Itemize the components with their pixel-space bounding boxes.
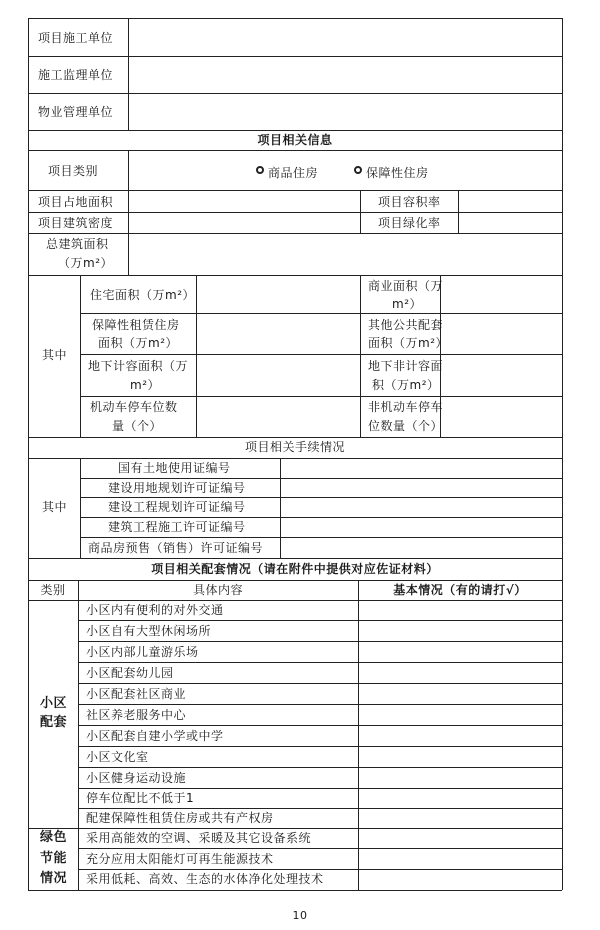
underground-nfa-field[interactable] xyxy=(441,355,561,395)
community-category-line2: 配套 xyxy=(40,715,68,730)
green-item: 充分应用太阳能灯可再生能源技术 xyxy=(86,852,274,866)
procedures-qizhong-label: 其中 xyxy=(42,500,68,514)
motor-parking-field[interactable] xyxy=(197,397,359,436)
presale-permit-field[interactable] xyxy=(281,538,561,557)
procedure-engineering-planning-permit: 建设工程规划许可证编号 xyxy=(108,500,246,514)
community-status-field[interactable] xyxy=(359,768,561,787)
areas-qizhong-label: 其中 xyxy=(42,348,68,362)
public-area-field[interactable] xyxy=(441,314,561,353)
community-status-field[interactable] xyxy=(359,789,561,807)
procedure-land-use-cert: 国有土地使用证编号 xyxy=(118,461,231,475)
construction-permit-field[interactable] xyxy=(281,518,561,536)
green-status-field[interactable] xyxy=(359,849,561,868)
rental-area-field[interactable] xyxy=(197,314,359,353)
public-area-label-line2: 面积（万m²） xyxy=(368,336,449,350)
community-status-field[interactable] xyxy=(359,684,561,703)
radio-commercial-icon[interactable] xyxy=(256,166,264,174)
community-item: 小区配套社区商业 xyxy=(86,687,187,701)
community-item: 小区配套自建小学或中学 xyxy=(86,729,224,743)
community-item: 小区内有便利的对外交通 xyxy=(86,603,224,617)
underground-fa-label-line2: m²） xyxy=(130,378,161,392)
community-status-field[interactable] xyxy=(359,726,561,745)
residential-area-label: 住宅面积（万m²） xyxy=(90,288,196,302)
supervision-unit-label: 施工监理单位 xyxy=(38,68,114,82)
community-item: 社区养老服务中心 xyxy=(86,708,187,722)
rental-area-label-line1: 保障性租赁住房 xyxy=(92,318,180,332)
motor-parking-label-line2: 量（个） xyxy=(112,419,163,433)
supervision-unit-field[interactable] xyxy=(129,57,561,92)
community-status-field[interactable] xyxy=(359,809,561,827)
community-item: 小区内部儿童游乐场 xyxy=(86,645,199,659)
green-category-line1: 绿色 xyxy=(40,830,68,845)
total-area-label-line2: （万m²） xyxy=(58,256,114,270)
nonmotor-parking-field[interactable] xyxy=(441,397,561,436)
green-category-line2: 节能 xyxy=(40,851,68,866)
facilities-content-header: 具体内容 xyxy=(192,583,243,597)
section-facilities: 项目相关配套情况（请在附件中提供对应佐证材料） xyxy=(151,562,439,576)
greening-rate-label: 项目绿化率 xyxy=(378,216,441,230)
nonmotor-parking-label-line2: 位数量（个） xyxy=(368,419,444,433)
construction-unit-label: 项目施工单位 xyxy=(38,31,114,45)
radio-affordable-icon[interactable] xyxy=(354,166,362,174)
rental-area-label-line2: 面积（万m²） xyxy=(98,336,179,350)
total-area-label-line1: 总建筑面积 xyxy=(46,237,109,251)
facilities-category-header: 类别 xyxy=(40,583,66,597)
green-item: 采用低耗、高效、生态的水体净化处理技术 xyxy=(86,872,324,886)
procedure-land-planning-permit: 建设用地规划许可证编号 xyxy=(108,481,246,495)
building-density-field[interactable] xyxy=(129,213,359,232)
facilities-status-header: 基本情况（有的请打√） xyxy=(393,583,527,597)
construction-unit-field[interactable] xyxy=(129,19,561,55)
engineering-planning-permit-field[interactable] xyxy=(281,498,561,516)
underground-fa-label-line1: 地下计容面积（万 xyxy=(88,359,189,373)
commercial-area-field[interactable] xyxy=(441,276,561,312)
community-status-field[interactable] xyxy=(359,747,561,766)
community-item: 小区健身运动设施 xyxy=(86,771,187,785)
procedure-presale-permit: 商品房预售（销售）许可证编号 xyxy=(88,541,264,555)
page-number: 10 xyxy=(292,909,308,922)
land-use-cert-field[interactable] xyxy=(281,459,561,477)
green-status-field[interactable] xyxy=(359,870,561,889)
green-item: 采用高能效的空调、采暖及其它设备系统 xyxy=(86,831,312,845)
underground-nfa-label-line1: 地下非计容面 xyxy=(368,359,444,373)
section-procedures: 项目相关手续情况 xyxy=(244,440,345,454)
community-status-field[interactable] xyxy=(359,705,561,724)
community-item: 配建保障性租赁住房或共有产权房 xyxy=(86,811,274,825)
residential-area-field[interactable] xyxy=(197,276,359,312)
property-unit-field[interactable] xyxy=(129,94,561,129)
motor-parking-label-line1: 机动车停车位数 xyxy=(90,400,178,414)
land-planning-permit-field[interactable] xyxy=(281,479,561,496)
community-status-field[interactable] xyxy=(359,601,561,619)
option-affordable-label: 保障性住房 xyxy=(366,166,429,180)
community-status-field[interactable] xyxy=(359,663,561,682)
community-item: 小区自有大型休闲场所 xyxy=(86,624,212,638)
underground-nfa-label-line2: 积（万m²） xyxy=(372,378,440,392)
building-density-label: 项目建筑密度 xyxy=(38,216,114,230)
underground-fa-field[interactable] xyxy=(197,355,359,395)
property-unit-label: 物业管理单位 xyxy=(38,105,114,119)
procedure-construction-permit: 建筑工程施工许可证编号 xyxy=(108,520,246,534)
option-commercial-label: 商品住房 xyxy=(268,166,319,180)
land-area-field[interactable] xyxy=(129,191,359,211)
plot-ratio-label: 项目容积率 xyxy=(378,195,441,209)
total-area-field[interactable] xyxy=(129,234,561,274)
plot-ratio-field[interactable] xyxy=(459,191,561,211)
green-status-field[interactable] xyxy=(359,829,561,847)
section-project-info: 项目相关信息 xyxy=(257,133,333,147)
commercial-area-label-line1: 商业面积（万 xyxy=(368,279,444,293)
community-item: 小区文化室 xyxy=(86,750,149,764)
community-item: 小区配套幼儿园 xyxy=(86,666,174,680)
public-area-label-line1: 其他公共配套 xyxy=(368,318,444,332)
community-status-field[interactable] xyxy=(359,642,561,661)
commercial-area-label-line2: m²） xyxy=(392,297,423,311)
project-type-label: 项目类别 xyxy=(48,164,99,178)
community-item: 停车位配比不低于1 xyxy=(86,791,195,805)
green-category-line3: 情况 xyxy=(40,871,68,886)
greening-rate-field[interactable] xyxy=(459,213,561,232)
community-status-field[interactable] xyxy=(359,621,561,640)
land-area-label: 项目占地面积 xyxy=(38,195,114,209)
nonmotor-parking-label-line1: 非机动车停车 xyxy=(368,400,444,414)
community-category-line1: 小区 xyxy=(40,696,68,711)
